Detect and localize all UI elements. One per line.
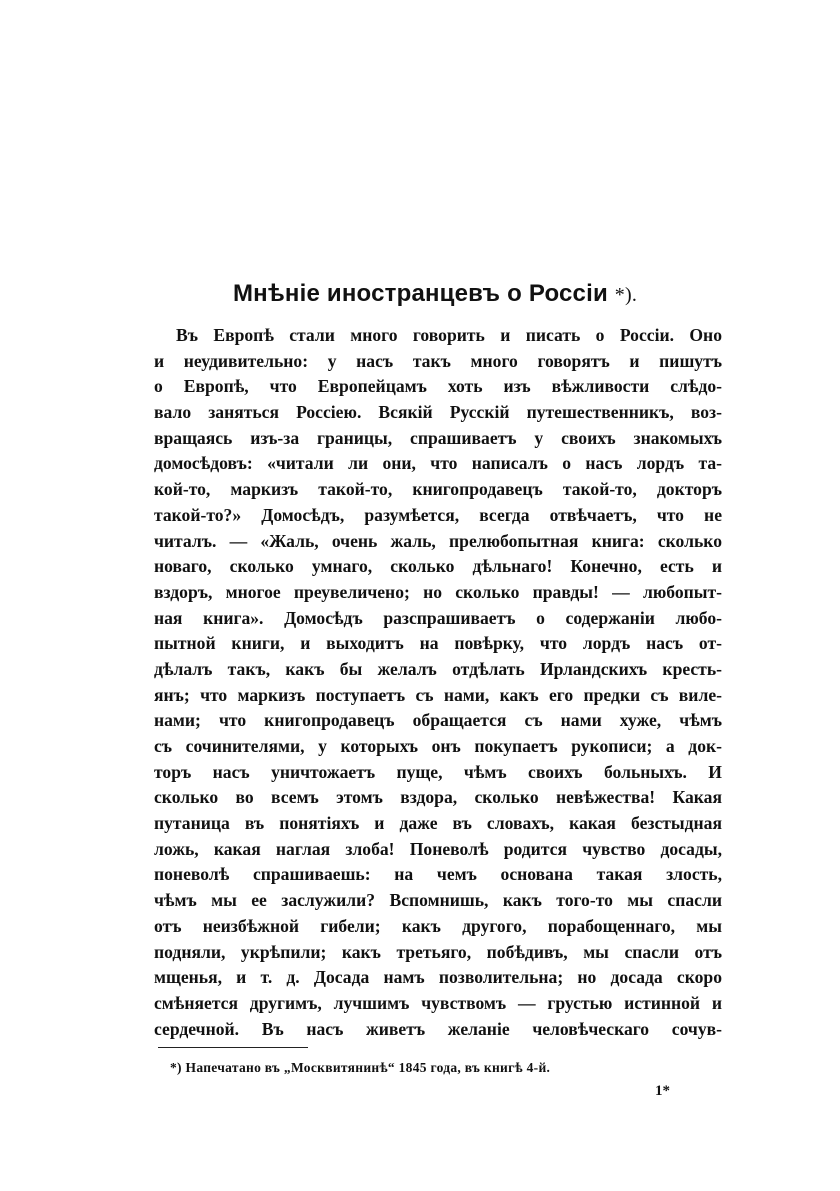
paragraph-line: домосѣдовъ: «читали ли они, что написалъ о насъ лордъ та-	[154, 453, 722, 474]
paragraph-line: мщенья, и т. д. Досада намъ позволительна; но досада скоро	[154, 967, 722, 988]
paragraph-line: торъ насъ уничтожаетъ пуще, чѣмъ своихъ больныхъ. И	[154, 761, 722, 782]
paragraph-line: и неудивительно: у насъ такъ много говорятъ и пишутъ	[154, 350, 722, 371]
paragraph-line: сердечной. Въ насъ живетъ желаніе человѣческаго сочув-	[154, 1018, 722, 1039]
paragraph-line: поневолѣ спрашиваешь: на чемъ основана такая злость,	[154, 864, 722, 885]
paragraph-line: вало заняться Россіею. Всякій Русскій путешественникъ, воз-	[154, 402, 722, 423]
paragraph-line: янъ; что маркизъ поступаетъ съ нами, какъ его предки съ виле-	[154, 684, 722, 705]
footnote-divider	[158, 1047, 308, 1048]
paragraph-line: пытной книги, и выходитъ на повѣрку, что лордъ насъ от-	[154, 633, 722, 654]
paragraph-line: вздоръ, многое преувеличено; но сколько правды! — любопыт-	[154, 581, 722, 602]
signature-mark: 1*	[655, 1083, 670, 1099]
article-title-text: Мнѣніе иностранцевъ о Россіи	[232, 280, 608, 307]
paragraph-line: съ сочинителями, у которыхъ онъ покупаетъ рукописи; а док-	[154, 736, 722, 756]
paragraph-line: отъ неизбѣжной гибели; какъ другого, порабощеннаго, мы	[154, 915, 722, 936]
paragraph-line: новаго, сколько умнаго, сколько дѣльнаго! Конечно, есть и	[154, 556, 722, 577]
paragraph-line: Въ Европѣ стали много говорить и писать о Россіи. Оно	[176, 325, 722, 345]
title-footnote-mark: *).	[614, 284, 638, 306]
paragraph-line: подняли, укрѣпили; какъ третьяго, побѣдивъ, мы спасли отъ	[154, 941, 722, 962]
paragraph-line: чѣмъ мы ее заслужили? Вспомнишь, какъ того-то мы спасли	[154, 890, 722, 911]
article-title	[150, 280, 720, 308]
paragraph-line: смѣняется другимъ, лучшимъ чувствомъ — грустью истинной и	[154, 992, 722, 1013]
paragraph-line: сколько во всемъ этомъ вздора, сколько невѣжества! Какая	[154, 787, 722, 808]
article-paragraph	[154, 323, 722, 1042]
footnote: *) Напечатано въ „Москвитянинѣ“ 1845 года, въ книгѣ 4-й.	[170, 1060, 551, 1075]
paragraph-line: о Европѣ, что Европейцамъ хоть изъ вѣжливости слѣдо-	[154, 376, 722, 397]
paragraph-line: кой-то, маркизъ такой-то, книгопродавецъ такой-то, докторъ	[154, 479, 722, 500]
paragraph-line: вращаясь изъ-за границы, спрашиваетъ у своихъ знакомыхъ	[154, 427, 722, 448]
paragraph-line: дѣлалъ такъ, какъ бы желалъ отдѣлать Ирландскихъ кресть-	[154, 658, 722, 679]
paragraph-line: путаница въ понятіяхъ и даже въ словахъ, какая безстыдная	[154, 813, 722, 834]
paragraph-line: нами; что книгопродавецъ обращается съ нами хуже, чѣмъ	[154, 710, 722, 731]
paragraph-line: такой-то?» Домосѣдъ, разумѣется, всегда отвѣчаетъ, что не	[154, 504, 722, 525]
paragraph-line: ложь, какая наглая злоба! Поневолѣ родится чувство досады,	[154, 838, 722, 859]
paragraph-line: читалъ. — «Жаль, очень жаль, прелюбопытная книга: сколько	[154, 530, 722, 551]
paragraph-line: ная книга». Домосѣдъ разспрашиваетъ о содержаніи любо-	[154, 607, 722, 628]
